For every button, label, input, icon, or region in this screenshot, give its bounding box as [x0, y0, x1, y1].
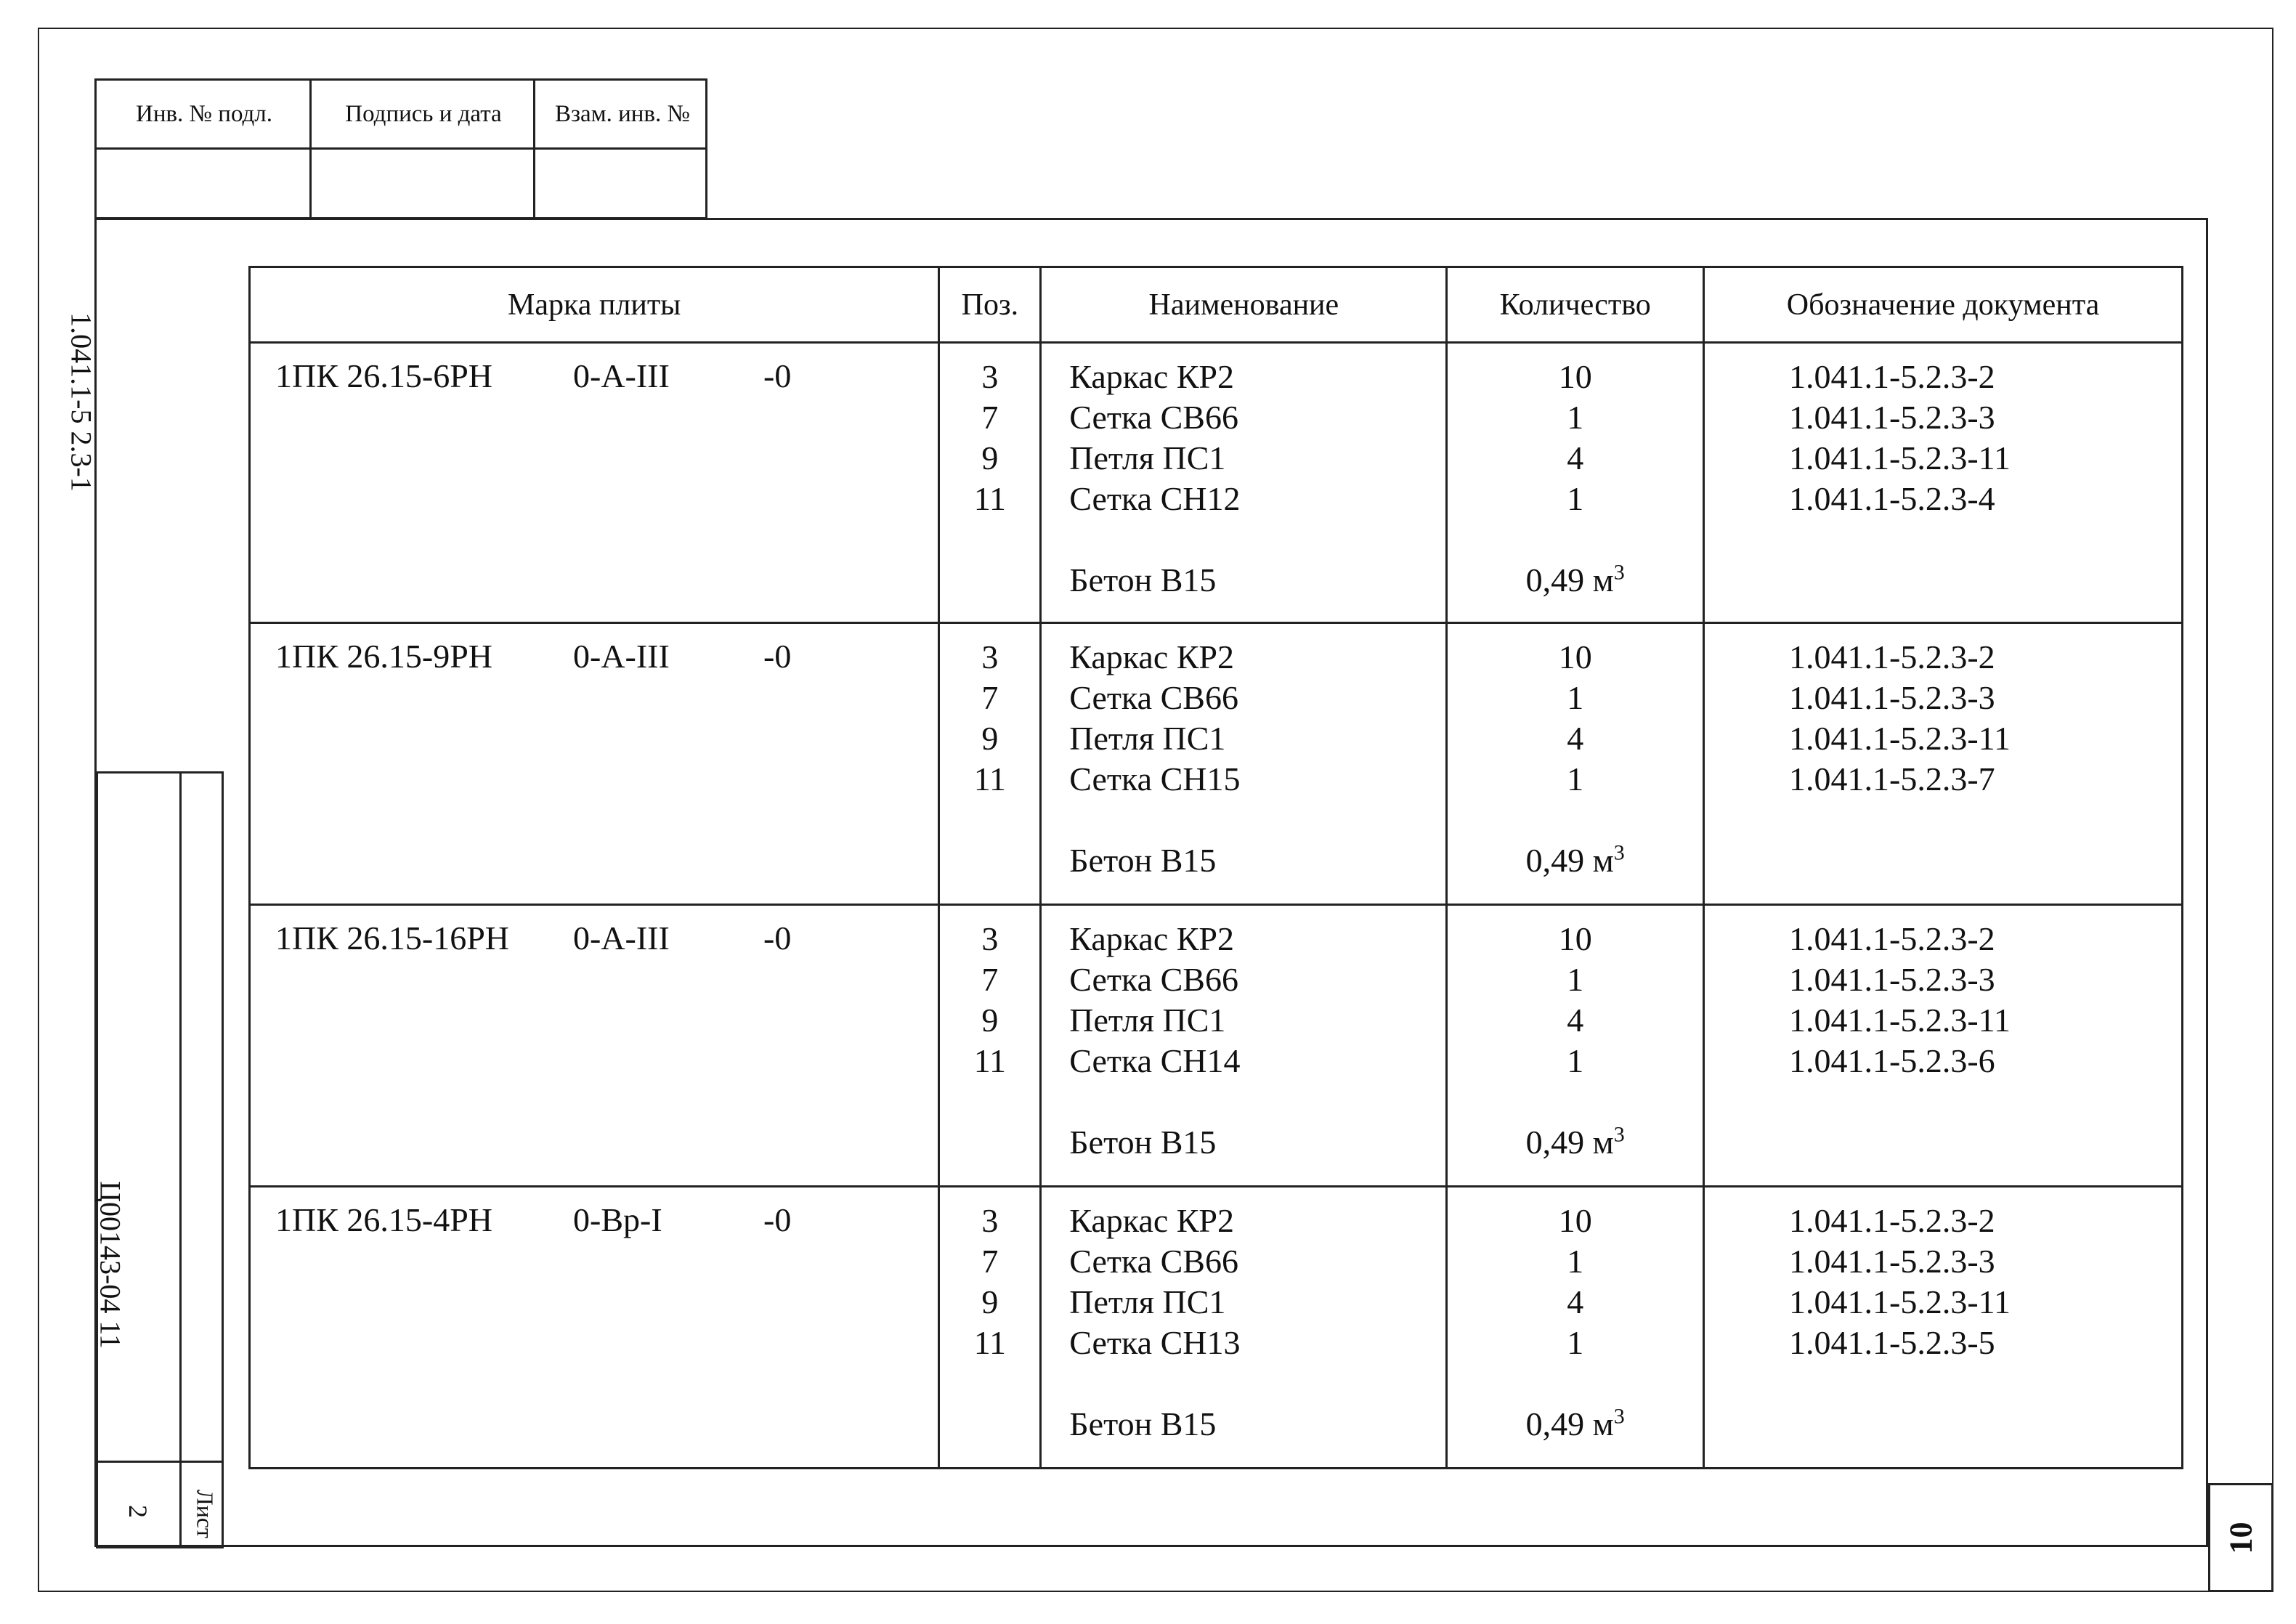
- item-name: Сетка СВ66: [1069, 1243, 1238, 1280]
- pos: 11: [973, 1324, 1006, 1361]
- side-doc-code: 1.041.1-5 2.3-1: [65, 312, 98, 492]
- item-name: Сетка СН13: [1069, 1324, 1241, 1361]
- pos: 11: [973, 1042, 1006, 1079]
- item-name: Петля ПС1: [1069, 720, 1226, 757]
- item-doc: 1.041.1-5.2.3-2: [1789, 920, 1995, 957]
- item-doc: 1.041.1-5.2.3-6: [1789, 1042, 1995, 1079]
- name-cell: [1041, 623, 1447, 905]
- item-qty: 10: [1558, 638, 1592, 675]
- item-doc: 1.041.1-5.2.3-7: [1789, 760, 1995, 797]
- concrete-volume: 0,49 $м^3$: [1525, 1404, 1625, 1442]
- item-name: Сетка СВ66: [1069, 679, 1238, 716]
- item-doc: 1.041.1-5.2.3-11: [1789, 720, 2011, 757]
- pos: 3: [981, 358, 999, 395]
- replace-inv-label: Взам. инв. №: [555, 100, 690, 127]
- concrete-name: Бетон В15: [1069, 842, 1217, 879]
- item-doc: 1.041.1-5.2.3-3: [1789, 679, 1995, 716]
- item-doc: 1.041.1-5.2.3-11: [1789, 439, 2011, 476]
- item-name: Сетка СВ66: [1069, 399, 1238, 436]
- qty-cell: [1447, 1187, 1704, 1469]
- item-name: Сетка СВ66: [1069, 961, 1238, 998]
- item-name: Каркас КР2: [1069, 638, 1235, 675]
- mark-suffix: -0: [763, 1201, 792, 1238]
- approval-stamp: [94, 78, 707, 219]
- item-doc: 1.041.1-5.2.3-3: [1789, 961, 1995, 998]
- item-qty: 10: [1558, 1202, 1592, 1239]
- header-pos: Поз.: [939, 267, 1041, 343]
- item-name: Каркас КР2: [1069, 358, 1235, 395]
- item-qty: 1: [1567, 480, 1584, 517]
- item-doc: 1.041.1-5.2.3-3: [1789, 1243, 1995, 1280]
- sheet-number-box: [2208, 1483, 2273, 1592]
- header-doc: Обозначение документа: [1704, 267, 2183, 343]
- item-name: Сетка СН15: [1069, 760, 1241, 797]
- header-mark: Марка плиты: [250, 267, 939, 343]
- slab-mark: 1ПК 26.15-9РН: [275, 638, 493, 675]
- item-qty: 4: [1567, 720, 1584, 757]
- sheet-number: 10: [2223, 1522, 2259, 1554]
- qty-cell: [1447, 905, 1704, 1187]
- mark-suffix: -0: [763, 638, 792, 675]
- mark-suffix: -0: [763, 357, 792, 394]
- table-row: [250, 623, 2183, 905]
- specification-table: [248, 266, 2183, 1469]
- item-name: Петля ПС1: [1069, 1002, 1226, 1039]
- table-row: [250, 905, 2183, 1187]
- item-doc: 1.041.1-5.2.3-2: [1789, 638, 1995, 675]
- pos-cell: [939, 1187, 1041, 1469]
- concrete-name: Бетон В15: [1069, 561, 1217, 598]
- item-qty: 1: [1567, 760, 1584, 797]
- item-qty: 1: [1567, 1243, 1584, 1280]
- item-qty: 1: [1567, 1042, 1584, 1079]
- item-name: Сетка СН12: [1069, 480, 1241, 517]
- doc-cell: [1704, 905, 2183, 1187]
- item-qty: 4: [1567, 1002, 1584, 1039]
- archive-code: Ц00143-04 11: [94, 1181, 127, 1349]
- name-cell: [1041, 343, 1447, 623]
- item-doc: 1.041.1-5.2.3-3: [1789, 399, 1995, 436]
- item-qty: 1: [1567, 961, 1584, 998]
- slab-mark: 1ПК 26.15-16РН: [275, 919, 510, 957]
- pos-cell: [939, 905, 1041, 1187]
- item-name: Петля ПС1: [1069, 439, 1226, 476]
- pos: 7: [981, 399, 999, 436]
- item-name: Сетка СН14: [1069, 1042, 1241, 1079]
- doc-cell: [1704, 623, 2183, 905]
- item-qty: 1: [1567, 399, 1584, 436]
- item-doc: 1.041.1-5.2.3-11: [1789, 1002, 2011, 1039]
- item-qty: 4: [1567, 439, 1584, 476]
- concrete-volume: 0,49 $м^3$: [1525, 1122, 1625, 1161]
- pos-cell: [939, 623, 1041, 905]
- item-doc: 1.041.1-5.2.3-2: [1789, 358, 1995, 395]
- qty-cell: [1447, 623, 1704, 905]
- header-name: Наименование: [1041, 267, 1447, 343]
- concrete-volume: 0,49 $м^3$: [1525, 840, 1625, 879]
- pos: 3: [981, 1202, 999, 1239]
- mark-cell: [250, 343, 939, 623]
- pos: 9: [981, 439, 999, 476]
- inv-label: Инв. № подл.: [135, 100, 273, 127]
- mark-cell: [250, 1187, 939, 1469]
- name-cell: [1041, 905, 1447, 1187]
- pos: 7: [981, 679, 999, 716]
- steel-class: 0-A-III: [573, 919, 670, 957]
- list-label: Лист: [192, 1489, 219, 1538]
- pos: 9: [981, 1283, 999, 1320]
- slab-mark: 1ПК 26.15-6РН: [275, 357, 493, 394]
- steel-class: 0-A-III: [573, 638, 670, 675]
- item-qty: 1: [1567, 679, 1584, 716]
- item-qty: 4: [1567, 1283, 1584, 1320]
- item-doc: 1.041.1-5.2.3-2: [1789, 1202, 1995, 1239]
- pos: 9: [981, 1002, 999, 1039]
- pos: 7: [981, 1243, 999, 1280]
- steel-class: 0-Вр-I: [573, 1201, 662, 1238]
- pos: 9: [981, 720, 999, 757]
- item-name: Петля ПС1: [1069, 1283, 1226, 1320]
- item-doc: 1.041.1-5.2.3-4: [1789, 480, 1995, 517]
- mark-cell: [250, 905, 939, 1187]
- concrete-name: Бетон В15: [1069, 1124, 1217, 1161]
- pos: 3: [981, 638, 999, 675]
- item-qty: 10: [1558, 920, 1592, 957]
- doc-cell: [1704, 343, 2183, 623]
- doc-cell: [1704, 1187, 2183, 1469]
- item-doc: 1.041.1-5.2.3-5: [1789, 1324, 1995, 1361]
- header-qty: Количество: [1447, 267, 1704, 343]
- mark-suffix: -0: [763, 919, 792, 957]
- side-title-block: [96, 771, 224, 1548]
- item-doc: 1.041.1-5.2.3-11: [1789, 1283, 2011, 1320]
- mark-cell: [250, 623, 939, 905]
- table-header-row: [250, 267, 2183, 343]
- name-cell: [1041, 1187, 1447, 1469]
- list-number: 2: [123, 1505, 153, 1518]
- table-row: [250, 343, 2183, 623]
- pos-cell: [939, 343, 1041, 623]
- item-name: Каркас КР2: [1069, 920, 1235, 957]
- item-qty: 1: [1567, 1324, 1584, 1361]
- item-qty: 10: [1558, 358, 1592, 395]
- concrete-volume: 0,49 $м^3$: [1525, 560, 1625, 598]
- pos: 3: [981, 920, 999, 957]
- concrete-name: Бетон В15: [1069, 1405, 1217, 1442]
- steel-class: 0-A-III: [573, 357, 670, 394]
- table-row: [250, 1187, 2183, 1469]
- pos: 7: [981, 961, 999, 998]
- sign-date-label: Подпись и дата: [345, 100, 502, 127]
- item-name: Каркас КР2: [1069, 1202, 1235, 1239]
- qty-cell: [1447, 343, 1704, 623]
- pos: 11: [973, 760, 1006, 797]
- slab-mark: 1ПК 26.15-4РН: [275, 1201, 493, 1238]
- pos: 11: [973, 480, 1006, 517]
